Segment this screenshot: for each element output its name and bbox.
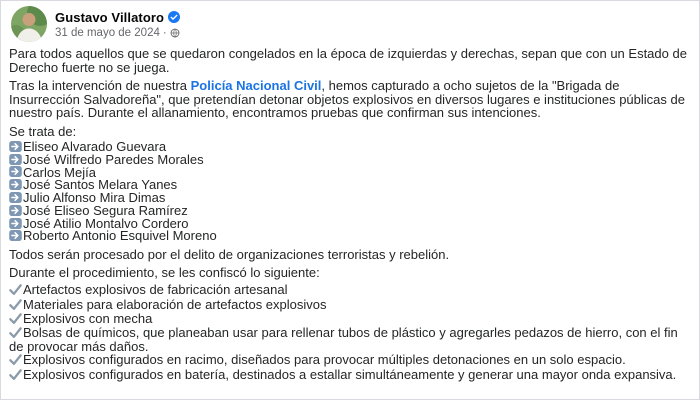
paragraph-intro: Para todos aquellos que se quedaron congelados en la época de izquierdas y derechas, sepan que con un Estado de Derecho fuerte no se juega. [9,46,687,75]
right-arrow-icon [9,141,22,152]
check-icon [9,313,22,326]
suspect-name: Roberto Antonio Esquivel Moreno [23,228,217,244]
post-date[interactable]: 31 de mayo de 2024 [55,26,160,39]
confiscated-item: Bolsas de químicos, que planeaban usar para rellenar tubos de plástico y agregarles pedazos de hierro, con el fin de provocar más daños. [9,324,678,355]
avatar[interactable] [11,6,47,42]
facebook-post-card [1,1,699,382]
suspect-name: Julio Alfonso Mira Dimas [23,190,166,206]
paragraph-capture [9,79,691,120]
suspect-list [9,140,691,242]
list-item [9,298,691,312]
list-item [9,353,691,367]
list-item [9,368,691,382]
right-arrow-icon [9,230,22,241]
confiscated-item: Explosivos configurados en racimo, diseñados para provocar múltiples detonaciones en un solo espacio. [23,352,626,368]
right-arrow-icon [9,205,22,216]
list-item [9,312,691,326]
confiscated-item: Explosivos configurados en batería, destinados a estallar simultáneamente y generar una mayor onda expansiva. [23,366,677,382]
list-item [9,230,691,243]
names-intro: Se trata de: [9,123,77,139]
pnc-page-link[interactable]: Policía Nacional Civil [190,78,322,93]
confiscated-item: Artefactos explosivos de fabricación artesanal [23,282,288,298]
right-arrow-icon [9,192,22,203]
suspect-name: Carlos Mejía [23,164,96,180]
list-item [9,153,691,166]
suspect-name: José Santos Melara Yanes [23,177,178,193]
author-name[interactable]: Gustavo Villatoro [55,9,165,25]
check-icon [9,299,22,312]
post-timestamp[interactable] [55,27,180,39]
suspect-name: José Atilio Montalvo Cordero [23,215,189,231]
verified-badge-icon [168,11,180,23]
check-icon [9,369,22,382]
right-arrow-icon [9,154,22,165]
confiscated-item: Materiales para elaboración de artefactos explosivos [23,296,327,312]
suspect-name: Eliseo Alvarado Guevara [23,138,167,154]
paragraph-capture-after: , hemos capturado a ocho sujetos de la "Brigada de Insurrección Salvadoreña", que pretendían detonar objetos explosivos en diversos lugares e instituciones públicas de nuestro país. Durante el allanamiento, encontramos pruebas que confirman sus intenciones. [9,78,685,120]
post-header [11,6,691,42]
charges-text: Todos serán procesado por el delito de organizaciones terroristas y rebelión. [9,247,450,263]
right-arrow-icon [9,218,22,229]
suspect-name: José Wilfredo Paredes Morales [23,151,204,167]
meta-separator: · [162,26,167,39]
right-arrow-icon [9,179,22,190]
check-icon [9,284,22,297]
confiscated-intro: Durante el procedimiento, se les confiscó lo siguiente: [9,264,320,280]
right-arrow-icon [9,166,22,177]
confiscated-item: Explosivos con mecha [23,310,153,326]
post-body [9,47,691,382]
paragraph-capture-before: Tras la intervención de nuestra [9,78,191,93]
list-item [9,283,691,297]
globe-icon [170,28,180,38]
check-icon [9,354,22,367]
list-item [9,326,691,353]
confiscated-list [9,283,691,381]
suspect-name: José Eliseo Segura Ramírez [23,202,188,218]
